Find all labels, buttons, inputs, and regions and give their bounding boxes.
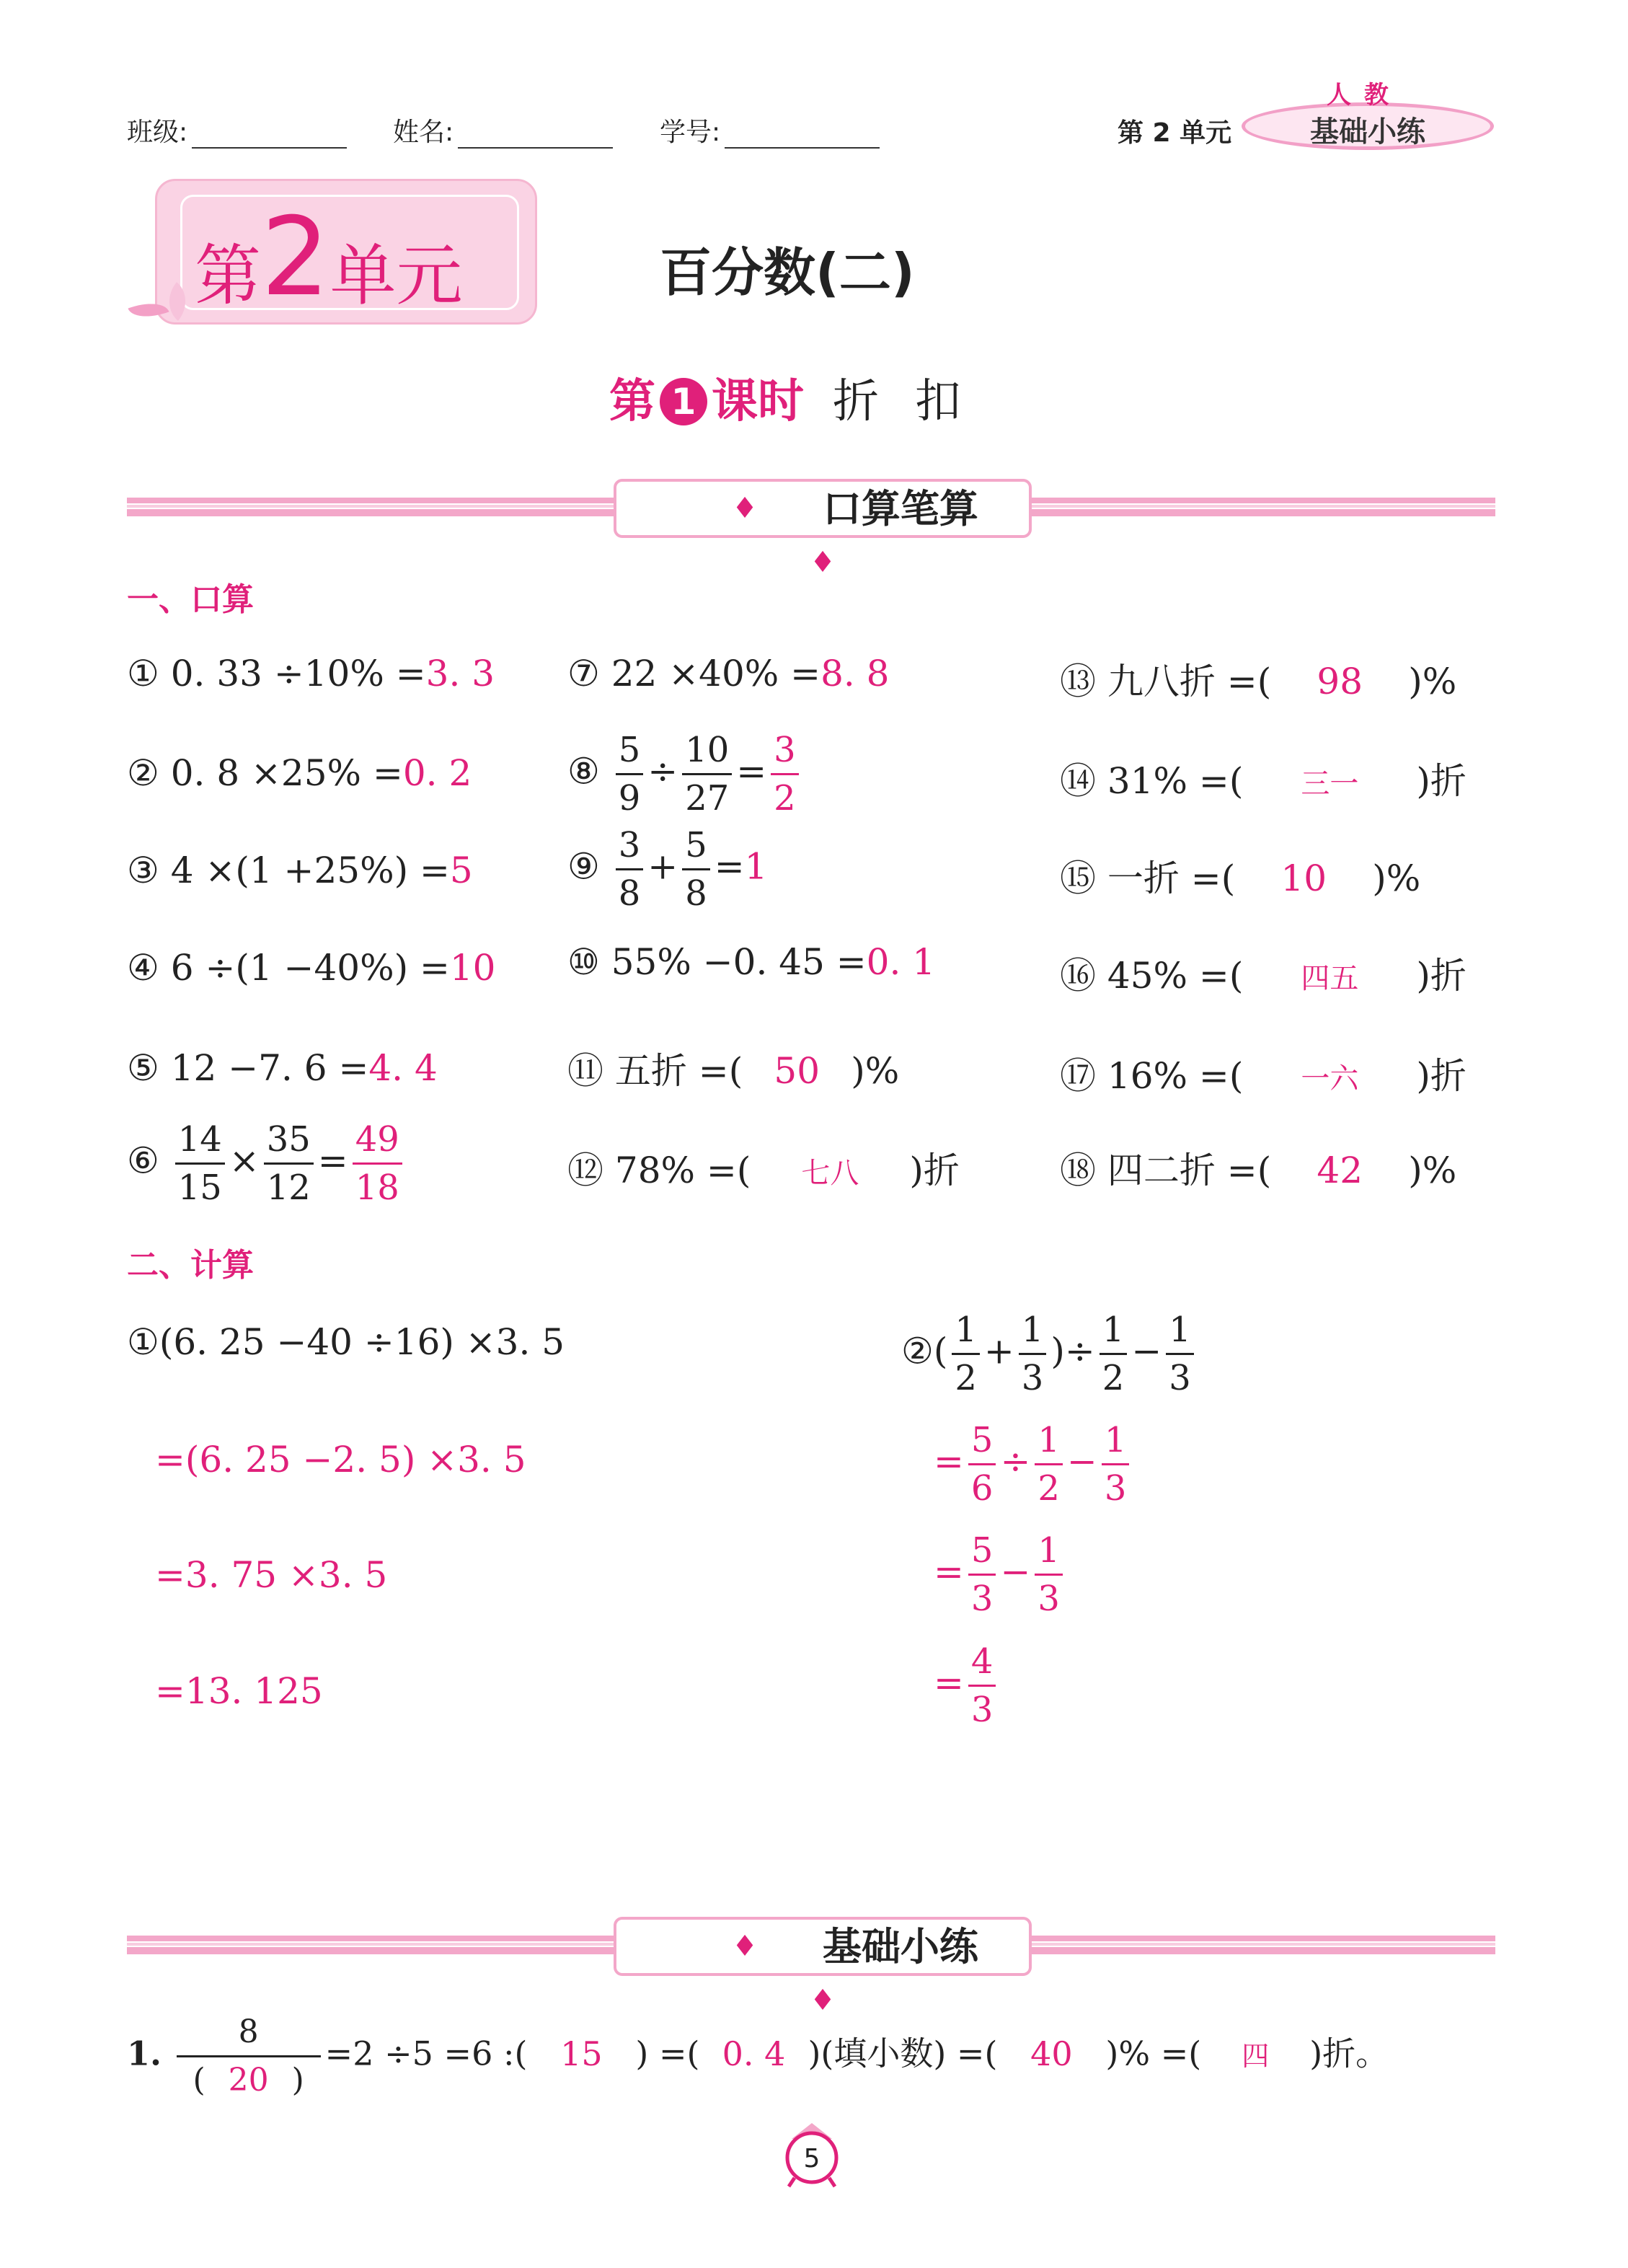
oral-item: ⑯ 45% =( 四五 )折 — [1060, 955, 1466, 997]
class-blank[interactable] — [192, 121, 347, 149]
lesson-heading: 第 1 课时 折扣 — [609, 375, 997, 428]
calc-step: = $\frac{5}{3}$ − $\frac{1}{3}$ — [934, 1527, 1067, 1622]
brand-logo: 基础小练 — [1310, 115, 1425, 149]
header-unit: 第 2 单元 — [1118, 118, 1232, 148]
section-heading-calc: 二、计算 — [127, 1247, 254, 1284]
calc-step: = $\frac{5}{6}$ ÷ $\frac{1}{2}$ − $\frac{1}{3}$ — [934, 1417, 1133, 1512]
oral-item: ④ 6 ÷(1 −40%) =10 — [127, 947, 496, 989]
name-blank[interactable] — [458, 121, 613, 149]
calc-step: = $\frac{4}{3}$ — [934, 1638, 1000, 1733]
oral-item: ⑦ 22 ×40% =8. 8 — [567, 653, 890, 694]
brand-sup: 人教 — [1327, 81, 1402, 110]
oral-item: ⑥ $\frac{14}{15}$ × $\frac{35}{12}$ = $\frac{49}{18}$ — [127, 1116, 407, 1211]
calc-step: =(6. 25 −2. 5) ×3. 5 — [155, 1439, 526, 1481]
oral-item: ① 0. 33 ÷10% =3. 3 — [127, 653, 495, 694]
oral-item: ⑭ 31% =( 三一 )折 — [1060, 760, 1466, 802]
oral-item: ⑮ 一折 =( 10 )% — [1060, 857, 1421, 899]
page-number: 5 — [803, 2144, 820, 2174]
oral-item: ⑫ 78% =( 七八 )折 — [567, 1150, 960, 1191]
page-number-clock — [777, 2120, 846, 2189]
class-label: 班级: — [127, 112, 347, 149]
page-title: 百分数(二) — [660, 242, 915, 303]
calc-step: =3. 75 ×3. 5 — [155, 1554, 388, 1596]
section-tab-basic-practice: ♦ 基础小练♦ — [614, 1917, 1032, 1976]
section-tab-oral-written: ♦ 口算笔算♦ — [614, 479, 1032, 538]
exercise-1: 1. $\frac{8}{( 20 )}$ =2 ÷5 =6 :( 15 ) =( 0. 4 )(填小数) =( 40 )% =( 四 )折。 — [127, 2009, 1389, 2104]
oral-item: ⑧ $\frac{5}{9}$ ÷ $\frac{10}{27}$ = $\frac{3}{2}$ — [567, 727, 803, 821]
lesson-topic: 折扣 — [833, 375, 997, 428]
calc-question-1: ①(6. 25 −40 ÷16) ×3. 5 — [127, 1321, 565, 1363]
name-label: 姓名: — [393, 112, 613, 149]
oral-item: ⑬ 九八折 =( 98 )% — [1060, 661, 1457, 702]
unit-badge-text: 第2单元 — [195, 195, 463, 320]
oral-item: ⑪ 五折 =( 50 )% — [567, 1050, 900, 1092]
calc-step: =13. 125 — [155, 1670, 323, 1712]
oral-item: ③ 4 ×(1 +25%) =5 — [127, 850, 473, 891]
oral-item: ⑤ 12 −7. 6 =4. 4 — [127, 1047, 438, 1089]
calc-question-2: ②( $\frac{1}{2}$ + $\frac{1}{3}$ )÷ $\frac{1}{2}$ − $\frac{1}{3}$ — [901, 1307, 1198, 1401]
oral-item: ⑰ 16% =( 一六 )折 — [1060, 1055, 1466, 1097]
student-id-blank[interactable] — [725, 121, 880, 149]
oral-item: ⑨ $\frac{3}{8}$ + $\frac{5}{8}$ =1 — [567, 822, 767, 917]
student-id-label: 学号: — [660, 112, 880, 149]
section-heading-oral: 一、口算 — [127, 581, 254, 618]
oral-item: ② 0. 8 ×25% =0. 2 — [127, 752, 472, 794]
oral-item: ⑱ 四二折 =( 42 )% — [1060, 1150, 1457, 1191]
oral-item: ⑩ 55% −0. 45 =0. 1 — [567, 941, 936, 983]
lesson-number: 1 — [660, 378, 707, 425]
